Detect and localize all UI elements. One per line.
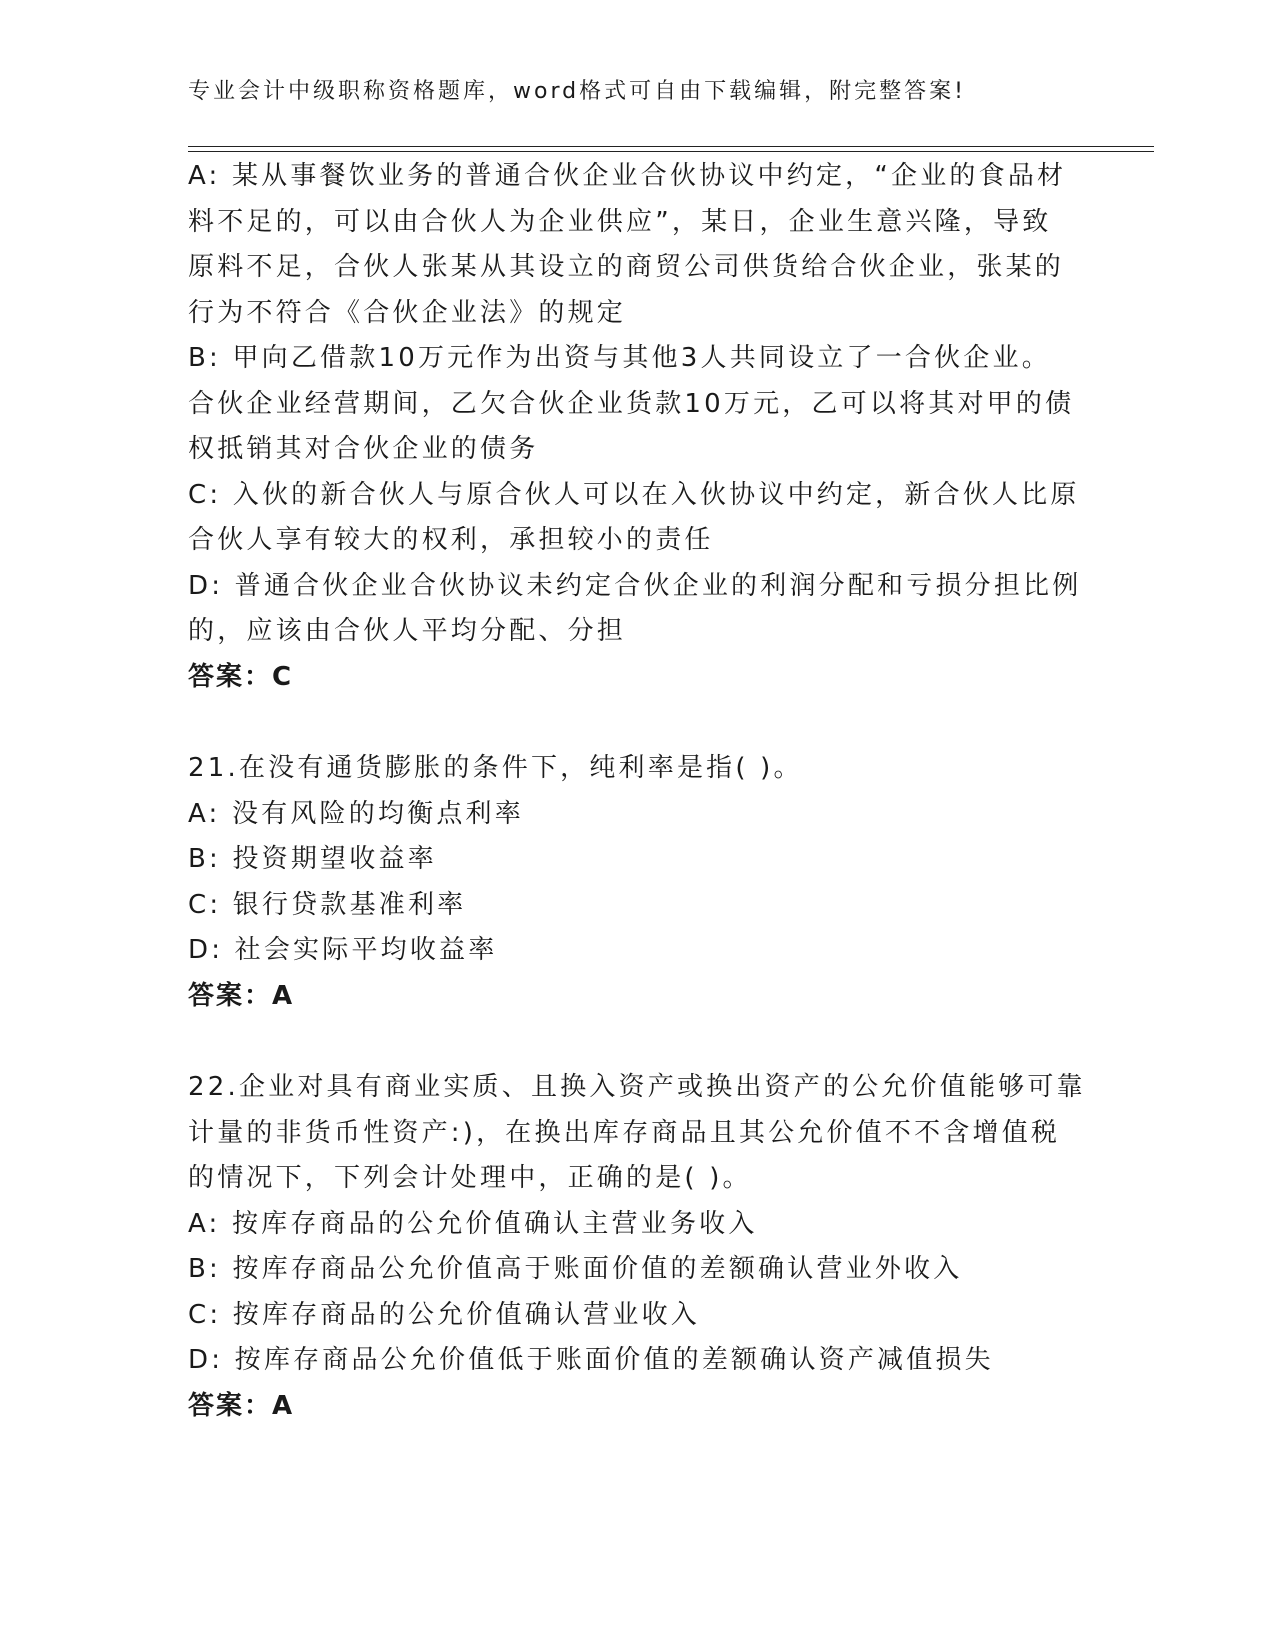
q20-answer: 答案：C [188,661,294,692]
header-rule-top [188,146,1154,147]
q22-stem-line: 的情况下，下列会计处理中，正确的是( )。 [188,1163,752,1193]
q20-option-a-line: 行为不符合《合伙企业法》的规定 [188,297,627,328]
question-20-options [188,154,1082,700]
q22-stem-line: 计量的非货币性资产:)，在换出库存商品且其公允价值不不含增值税 [188,1117,1061,1148]
q21-stem: 21.在没有通货膨胀的条件下，纯利率是指( )。 [188,753,803,783]
q22-option-b: B: 按库存商品公允价值高于账面价值的差额确认营业外收入 [188,1254,963,1284]
q20-option-c-line: C: 入伙的新合伙人与原合伙人可以在入伙协议中约定，新合伙人比原 [188,479,1080,510]
q22-option-c: C: 按库存商品的公允价值确认营业收入 [188,1299,700,1330]
q21-option-d: D: 社会实际平均收益率 [188,935,498,965]
page-header: 专业会计中级职称资格题库，word格式可自由下载编辑，附完整答案! [188,79,966,104]
q21-answer: 答案：A [188,980,295,1011]
q22-option-a: A: 按库存商品的公允价值确认主营业务收入 [188,1208,758,1239]
q22-stem-line: 22.企业对具有商业实质、且换入资产或换出资产的公允价值能够可靠 [188,1072,1086,1102]
q20-option-d-line: D: 普通合伙企业合伙协议未约定合伙企业的利润分配和亏损分担比例 [188,570,1082,601]
q22-answer: 答案：A [188,1390,295,1421]
q20-option-a-line: 原料不足，合伙人张某从其设立的商贸公司供货给合伙企业，张某的 [188,252,1065,282]
q20-option-d-line: 的，应该由合伙人平均分配、分担 [188,616,627,646]
q20-option-b-line: 合伙企业经营期间，乙欠合伙企业货款10万元，乙可以将其对甲的债 [188,388,1075,419]
q20-option-a-line: 料不足的，可以由合伙人为企业供应”，某日，企业生意兴隆，导致 [188,206,1052,237]
question-22 [188,1065,1086,1429]
document-body [188,154,1086,1429]
q20-option-c-line: 合伙人享有较大的权利，承担较小的责任 [188,525,714,555]
q21-option-a: A: 没有风险的均衡点利率 [188,798,524,829]
q22-option-d: D: 按库存商品公允价值低于账面价值的差额确认资产减值损失 [188,1345,994,1375]
q20-option-b-line: B: 甲向乙借款10万元作为出资与其他3人共同设立了一合伙企业。 [188,343,1051,373]
question-21 [188,746,1068,1019]
q21-option-c: C: 银行贷款基准利率 [188,889,467,920]
q20-option-b-line: 权抵销其对合伙企业的债务 [188,434,539,464]
header-rule-bottom [188,151,1154,152]
q21-option-b: B: 投资期望收益率 [188,844,437,874]
q20-option-a-line: A: 某从事餐饮业务的普通合伙企业合伙协议中约定，“企业的食品材 [188,161,1067,191]
